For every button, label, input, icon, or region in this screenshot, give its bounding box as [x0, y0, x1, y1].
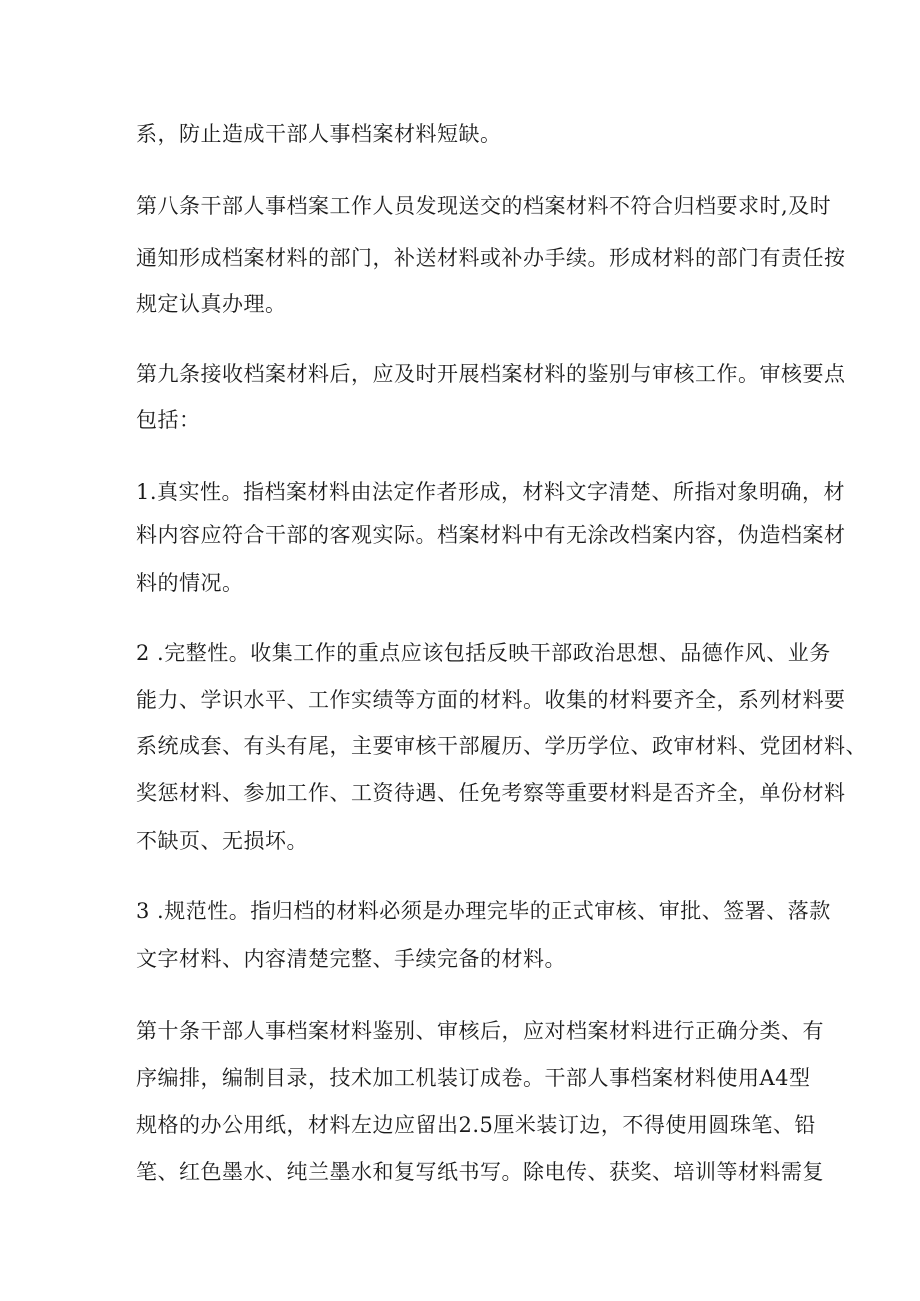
text-line: 包括：: [136, 408, 201, 432]
text-line: 2 .完整性。收集工作的重点应该包括反映干部政治思想、品德作风、业务: [136, 641, 831, 665]
text-line: 第九条接收档案材料后，应及时开展档案材料的鉴别与审核工作。审核要点: [136, 362, 846, 386]
text-line: 文字材料、内容清楚完整、手续完备的材料。: [136, 947, 566, 971]
text-line: 笔、红色墨水、纯兰墨水和复写纸书写。除电传、获奖、培训等材料需复: [136, 1160, 824, 1184]
text-line: 系，防止造成干部人事档案材料短缺。: [136, 122, 502, 146]
text-line: 规定认真办理。: [136, 292, 287, 316]
text-line: 料的情况。: [136, 571, 244, 595]
text-line: 第八条干部人事档案工作人员发现送交的档案材料不符合归档要求时,及时: [136, 194, 832, 218]
text-line: 不缺页、无损坏。: [136, 829, 308, 853]
text-line: 奖惩材料、参加工作、工资待遇、任免考察等重要材料是否齐全，单份材料: [136, 781, 846, 805]
text-line: 3 .规范性。指归档的材料必须是办理完毕的正式审核、审批、签署、落款: [136, 899, 831, 923]
text-line: 料内容应符合干部的客观实际。档案材料中有无涂改档案内容，伪造档案材: [136, 523, 846, 547]
text-line: 1.真实性。指档案材料由法定作者形成，材料文字清楚、所指对象明确，材: [136, 480, 846, 504]
text-line: 通知形成档案材料的部门，补送材料或补办手续。形成材料的部门有责任按: [136, 246, 846, 270]
text-line: 能力、学识水平、工作实绩等方面的材料。收集的材料要齐全，系列材料要: [136, 688, 846, 712]
text-line: 序编排，编制目录，技术加工机装订成卷。干部人事档案材料使用A4型: [136, 1066, 811, 1090]
text-line: 第十条干部人事档案材料鉴别、审核后，应对档案材料进行正确分类、有: [136, 1019, 824, 1043]
text-line: 规格的办公用纸，材料左边应留出2.5厘米装订边，不得使用圆珠笔、铅: [136, 1113, 816, 1137]
text-line: 系统成套、有头有尾，主要审核干部履历、学历学位、政审材料、党团材料、: [136, 734, 867, 758]
